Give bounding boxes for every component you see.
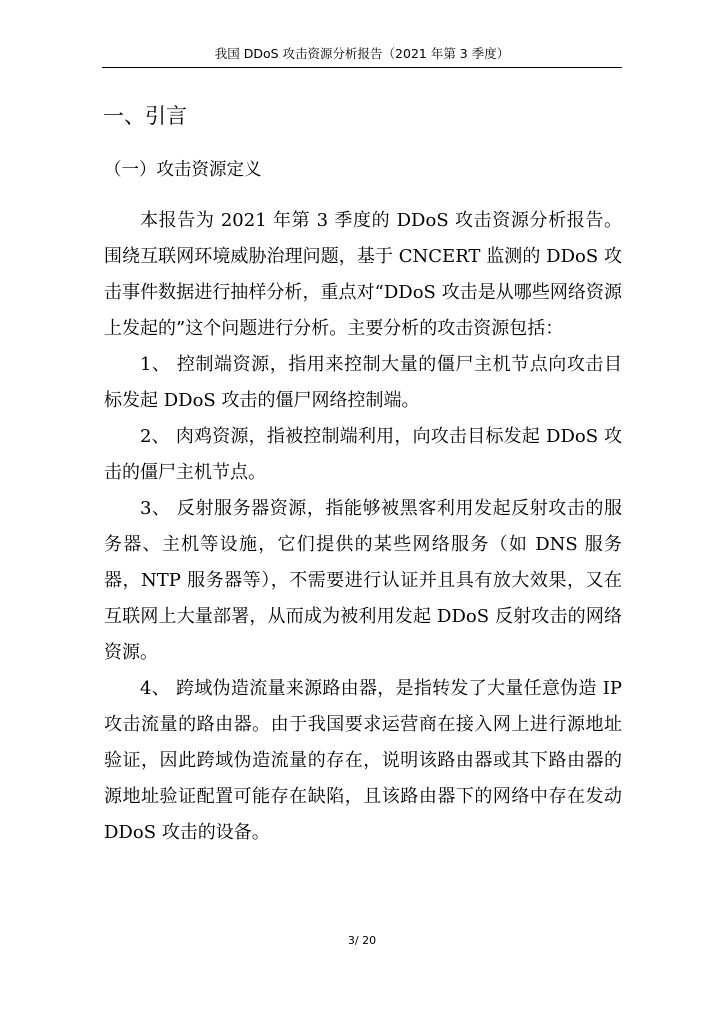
intro-paragraph: 本报告为 2021 年第 3 季度的 DDoS 攻击资源分析报告。围绕互联网环境威胁治理问题，基于 CNCERT 监测的 DDoS 攻击事件数据进行抽样分析，重点对“DDoS 攻击是从哪些网络资源上发起的”这个问题进行分析。主要分析的攻击资源包括： bbox=[104, 210, 622, 339]
list-item-spoofing-router: 4、 跨域伪造流量来源路由器，是指转发了大量任意伪造 IP 攻击流量的路由器。由于我国要求运营商在接入网上进行源地址验证，因此跨域伪造流量的存在，说明该路由器或其下路由器的源地址验证配置可能存在缺陷，且该路由器下的网络中存在发动 DDoS 攻击的设备。 bbox=[104, 678, 622, 843]
body-text bbox=[104, 203, 622, 851]
page-number: 3/ 20 bbox=[347, 934, 377, 947]
list-item-reflector: 3、 反射服务器资源，指能够被黑客利用发起反射攻击的服务器、主机等设施，它们提供的某些网络服务（如 DNS 服务器，NTP 服务器等），不需要进行认证并且具有放大效果，又在互联网上大量部署，从而成为被利用发起 DDoS 反射攻击的网络资源。 bbox=[104, 498, 622, 663]
running-header: 我国 DDoS 攻击资源分析报告（2021 年第 3 季度） bbox=[214, 46, 510, 61]
list-item-controller: 1、 控制端资源，指用来控制大量的僵尸主机节点向攻击目标发起 DDoS 攻击的僵尸网络控制端。 bbox=[104, 354, 622, 411]
subsection-heading: （一）攻击资源定义 bbox=[104, 160, 262, 180]
header-divider bbox=[102, 67, 622, 68]
list-item-zombie-host: 2、 肉鸡资源，指被控制端利用，向攻击目标发起 DDoS 攻击的僵尸主机节点。 bbox=[104, 426, 622, 483]
section-heading: 一、引言 bbox=[103, 104, 187, 128]
